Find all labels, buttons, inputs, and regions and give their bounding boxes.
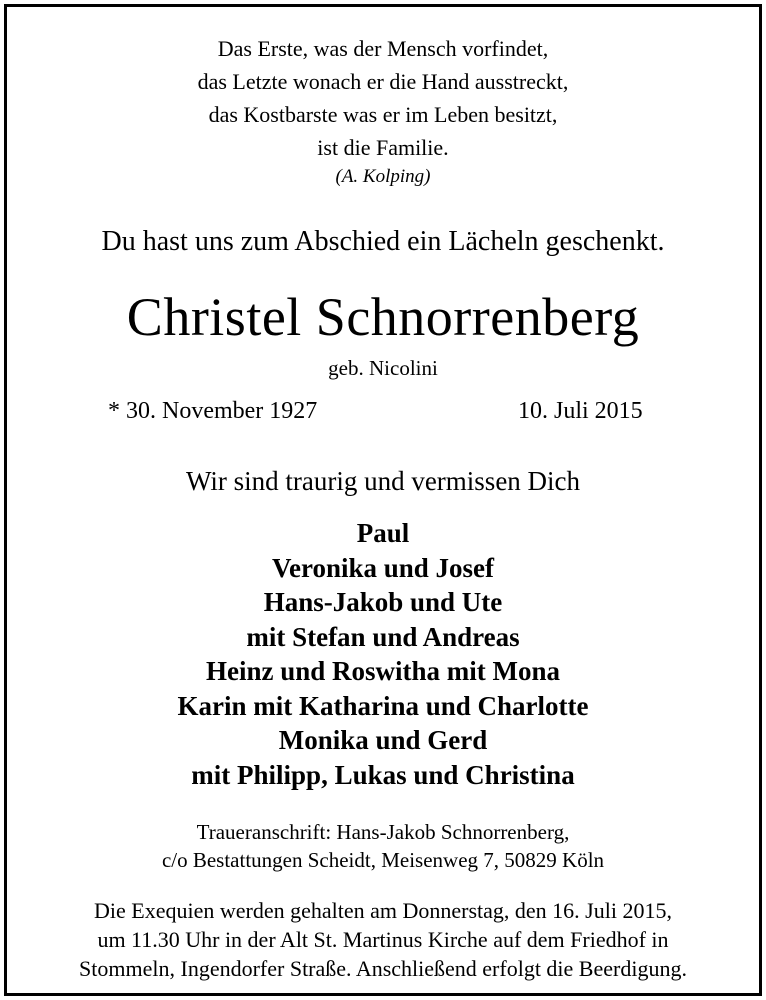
quote-line: das Letzte wonach er die Hand ausstreckt, — [197, 69, 569, 94]
address-line: c/o Bestattungen Scheidt, Meisenweg 7, 50829 Köln — [161, 848, 605, 872]
mourning-address — [0, 818, 766, 874]
deceased-name: Christel Schnorrenberg — [126, 287, 640, 347]
family-member: Karin mit Katharina und Charlotte — [177, 690, 589, 721]
birth-date: * 30. November 1927 — [108, 398, 318, 424]
family-member: Veronika und Josef — [271, 552, 495, 583]
death-date: 10. Juli 2015 — [518, 398, 643, 424]
family-member: Heinz und Roswitha mit Mona — [205, 656, 561, 686]
family-member: Monika und Gerd — [278, 725, 488, 755]
quote-block — [0, 32, 766, 164]
family-member: mit Stefan und Andreas — [246, 621, 520, 652]
mourning-line: Wir sind traurig und vermissen Dich — [185, 466, 581, 496]
quote-author: (A. Kolping) — [335, 166, 431, 187]
address-line: Traueranschrift: Hans-Jakob Schnorrenberg, — [196, 820, 570, 844]
family-member: Hans-Jakob und Ute — [263, 587, 503, 617]
quote-line: ist die Familie. — [317, 135, 449, 160]
family-member: Paul — [356, 518, 410, 548]
service-line: um 11.30 Uhr in der Alt St. Martinus Kirche auf dem Friedhof in — [97, 927, 669, 952]
quote-line: Das Erste, was der Mensch vorfindet, — [217, 36, 549, 61]
quote-line: das Kostbarste was er im Leben besitzt, — [208, 102, 558, 127]
farewell-line: Du hast uns zum Abschied ein Lächeln geschenkt. — [101, 226, 665, 257]
service-info — [0, 896, 766, 983]
service-line: Stommeln, Ingendorfer Straße. Anschließend erfolgt die Beerdigung. — [79, 956, 687, 981]
birth-name: geb. Nicolini — [328, 356, 438, 380]
family-member: mit Philipp, Lukas und Christina — [191, 759, 575, 790]
service-line: Die Exequien werden gehalten am Donnerstag, den 16. Juli 2015, — [94, 898, 672, 923]
family-list — [0, 516, 766, 792]
